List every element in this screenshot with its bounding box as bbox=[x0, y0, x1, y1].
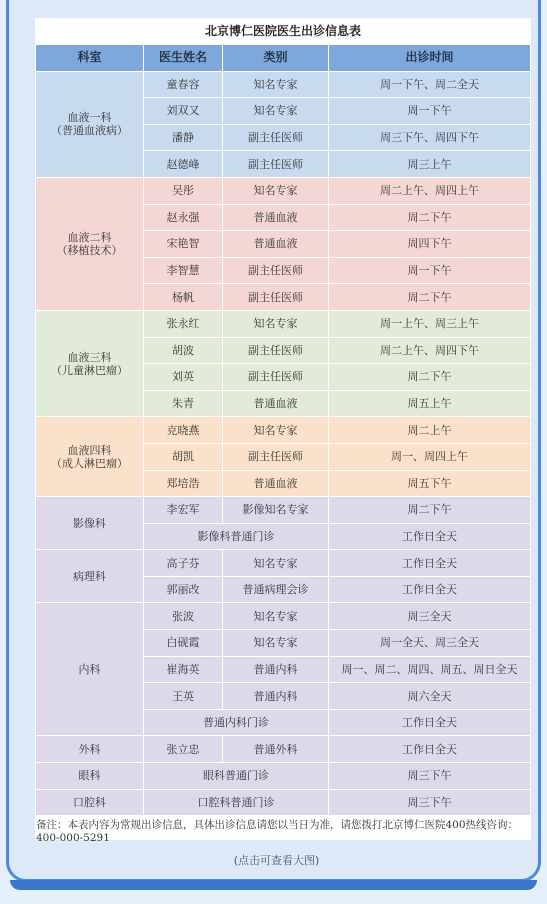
clinic-time: 周三下午 bbox=[329, 763, 531, 790]
header-doctor: 医生姓名 bbox=[144, 45, 223, 72]
doctor-name: 朱青 bbox=[144, 390, 223, 417]
dept-cell bbox=[36, 497, 144, 550]
clinic-cell: 口腔科普通门诊 bbox=[144, 789, 329, 816]
clinic-time: 周三下午、周四下午 bbox=[329, 124, 531, 151]
table-row bbox=[36, 497, 531, 524]
dept-cell bbox=[36, 736, 144, 763]
clinic-time: 工作日全天 bbox=[329, 576, 531, 603]
doctor-name: 张立忠 bbox=[144, 736, 223, 763]
clinic-time: 工作日全天 bbox=[329, 550, 531, 577]
clinic-time: 周一、周二、周四、周五、周日全天 bbox=[329, 656, 531, 683]
clinic-time: 周四下午 bbox=[329, 231, 531, 258]
dept-label: 外科 bbox=[78, 742, 101, 756]
clinic-cell: 眼科普通门诊 bbox=[144, 763, 329, 790]
dept-label: （儿童淋巴瘤） bbox=[51, 363, 128, 377]
doctor-category: 副主任医师 bbox=[223, 124, 329, 151]
doctor-name: 宋艳智 bbox=[144, 231, 223, 258]
doctor-category: 副主任医师 bbox=[223, 284, 329, 311]
doctor-name: 胡波 bbox=[144, 337, 223, 364]
doctor-category: 知名专家 bbox=[223, 550, 329, 577]
clinic-time: 周六全天 bbox=[329, 683, 531, 710]
doctor-name: 刘双又 bbox=[144, 98, 223, 125]
table-row bbox=[36, 310, 531, 337]
clinic-time: 周二下午 bbox=[329, 497, 531, 524]
clinic-time: 周五下午 bbox=[329, 470, 531, 497]
dept-cell bbox=[36, 603, 144, 736]
doctor-category: 知名专家 bbox=[223, 630, 329, 657]
doctor-name: 赵德峰 bbox=[144, 151, 223, 178]
doctor-category: 普通内科 bbox=[223, 683, 329, 710]
table-body bbox=[36, 71, 531, 816]
doctor-category: 知名专家 bbox=[223, 417, 329, 444]
doctor-category: 普通血液 bbox=[223, 470, 329, 497]
dept-label: （移植技术） bbox=[56, 243, 123, 257]
clinic-time: 周三全天 bbox=[329, 603, 531, 630]
clinic-time: 周一下午 bbox=[329, 98, 531, 125]
dept-label: 病理科 bbox=[73, 569, 106, 583]
table-row bbox=[36, 736, 531, 763]
doctor-category: 普通血液 bbox=[223, 390, 329, 417]
clinic-cell: 影像科普通门诊 bbox=[144, 523, 329, 550]
clinic-time: 周一下午、周二全天 bbox=[329, 71, 531, 98]
doctor-name: 张永红 bbox=[144, 310, 223, 337]
doctor-name: 王英 bbox=[144, 683, 223, 710]
clinic-time: 周二上午 bbox=[329, 417, 531, 444]
clinic-time: 周二下午 bbox=[329, 204, 531, 231]
doctor-category: 普通内科 bbox=[223, 656, 329, 683]
clinic-time: 工作日全天 bbox=[329, 523, 531, 550]
doctor-name: 杨帆 bbox=[144, 284, 223, 311]
doctor-name: 胡凯 bbox=[144, 443, 223, 470]
doctor-category: 普通外科 bbox=[223, 736, 329, 763]
doctor-name: 潘静 bbox=[144, 124, 223, 151]
clinic-time: 周二上午、周四下午 bbox=[329, 337, 531, 364]
dept-cell bbox=[36, 417, 144, 497]
clinic-time: 周一下午 bbox=[329, 257, 531, 284]
header-category: 类别 bbox=[223, 45, 329, 72]
table-header-row bbox=[36, 45, 531, 72]
dept-cell bbox=[36, 71, 144, 177]
clinic-time: 周一、周四上午 bbox=[329, 443, 531, 470]
clinic-time: 周二下午 bbox=[329, 364, 531, 391]
table-row bbox=[36, 71, 531, 98]
table-row bbox=[36, 417, 531, 444]
dept-label: 口腔科 bbox=[73, 795, 106, 809]
info-card bbox=[6, 0, 541, 882]
clinic-time: 周一上午、周三上午 bbox=[329, 310, 531, 337]
doctor-name: 崔海英 bbox=[144, 656, 223, 683]
doctor-category: 副主任医师 bbox=[223, 364, 329, 391]
dept-label: （成人淋巴瘤） bbox=[51, 456, 128, 470]
doctor-name: 李智慧 bbox=[144, 257, 223, 284]
dept-label: 血液二科 bbox=[67, 230, 112, 244]
doctor-name: 郭丽改 bbox=[144, 576, 223, 603]
doctor-category: 副主任医师 bbox=[223, 151, 329, 178]
footnote: 备注：本表内容为常规出诊信息，具体出诊信息请您以当日为准，请您拨打北京博仁医院400热线咨询：400-000-5291 bbox=[36, 819, 519, 844]
dept-cell bbox=[36, 550, 144, 603]
doctor-name: 李宏军 bbox=[144, 497, 223, 524]
table-row bbox=[36, 550, 531, 577]
doctor-category: 知名专家 bbox=[223, 310, 329, 337]
doctor-category: 普通血液 bbox=[223, 204, 329, 231]
clinic-time: 周一全天、周三全天 bbox=[329, 630, 531, 657]
dept-label: 影像科 bbox=[73, 516, 106, 530]
clinic-time: 周三上午 bbox=[329, 151, 531, 178]
clinic-time: 工作日全天 bbox=[329, 736, 531, 763]
doctor-name: 克晓燕 bbox=[144, 417, 223, 444]
doctor-category: 普通血液 bbox=[223, 231, 329, 258]
doctor-category: 副主任医师 bbox=[223, 337, 329, 364]
doctor-category: 副主任医师 bbox=[223, 443, 329, 470]
doctor-category: 副主任医师 bbox=[223, 257, 329, 284]
doctor-category: 知名专家 bbox=[223, 177, 329, 204]
clinic-cell: 普通内科门诊 bbox=[144, 709, 329, 736]
dept-cell bbox=[36, 763, 144, 790]
doctor-category: 影像知名专家 bbox=[223, 497, 329, 524]
dept-cell bbox=[36, 310, 144, 416]
table-row bbox=[36, 789, 531, 816]
view-large-hint[interactable]: (点击可查看大图) bbox=[233, 854, 320, 867]
doctor-name: 张波 bbox=[144, 603, 223, 630]
schedule-table bbox=[35, 18, 531, 816]
dept-label: 眼科 bbox=[78, 769, 101, 783]
doctor-name: 赵永强 bbox=[144, 204, 223, 231]
dept-cell bbox=[36, 177, 144, 310]
clinic-time: 周三下午 bbox=[329, 789, 531, 816]
dept-label: 血液一科 bbox=[67, 111, 112, 125]
doctor-category: 知名专家 bbox=[223, 603, 329, 630]
clinic-time: 工作日全天 bbox=[329, 709, 531, 736]
doctor-category: 知名专家 bbox=[223, 98, 329, 125]
table-row bbox=[36, 763, 531, 790]
dept-label: （普通血液病） bbox=[51, 124, 128, 138]
doctor-name: 吴彤 bbox=[144, 177, 223, 204]
clinic-time: 周二下午 bbox=[329, 284, 531, 311]
doctor-name: 童春容 bbox=[144, 71, 223, 98]
card-shadow bbox=[10, 880, 537, 890]
table-row bbox=[36, 603, 531, 630]
schedule-image[interactable] bbox=[35, 18, 531, 844]
doctor-name: 郑培浩 bbox=[144, 470, 223, 497]
dept-label: 内科 bbox=[78, 662, 101, 676]
doctor-category: 普通病理会诊 bbox=[223, 576, 329, 603]
table-row bbox=[36, 177, 531, 204]
dept-cell bbox=[36, 789, 144, 816]
header-time: 出诊时间 bbox=[329, 45, 531, 72]
doctor-name: 白砚霞 bbox=[144, 630, 223, 657]
doctor-name: 高子芬 bbox=[144, 550, 223, 577]
dept-label: 血液三科 bbox=[67, 350, 112, 364]
doctor-name: 刘英 bbox=[144, 364, 223, 391]
table-title: 北京博仁医院医生出诊信息表 bbox=[36, 18, 531, 45]
dept-label: 血液四科 bbox=[67, 443, 112, 457]
clinic-time: 周二上午、周四上午 bbox=[329, 177, 531, 204]
doctor-category: 知名专家 bbox=[223, 71, 329, 98]
header-dept: 科室 bbox=[36, 45, 144, 72]
clinic-time: 周五上午 bbox=[329, 390, 531, 417]
